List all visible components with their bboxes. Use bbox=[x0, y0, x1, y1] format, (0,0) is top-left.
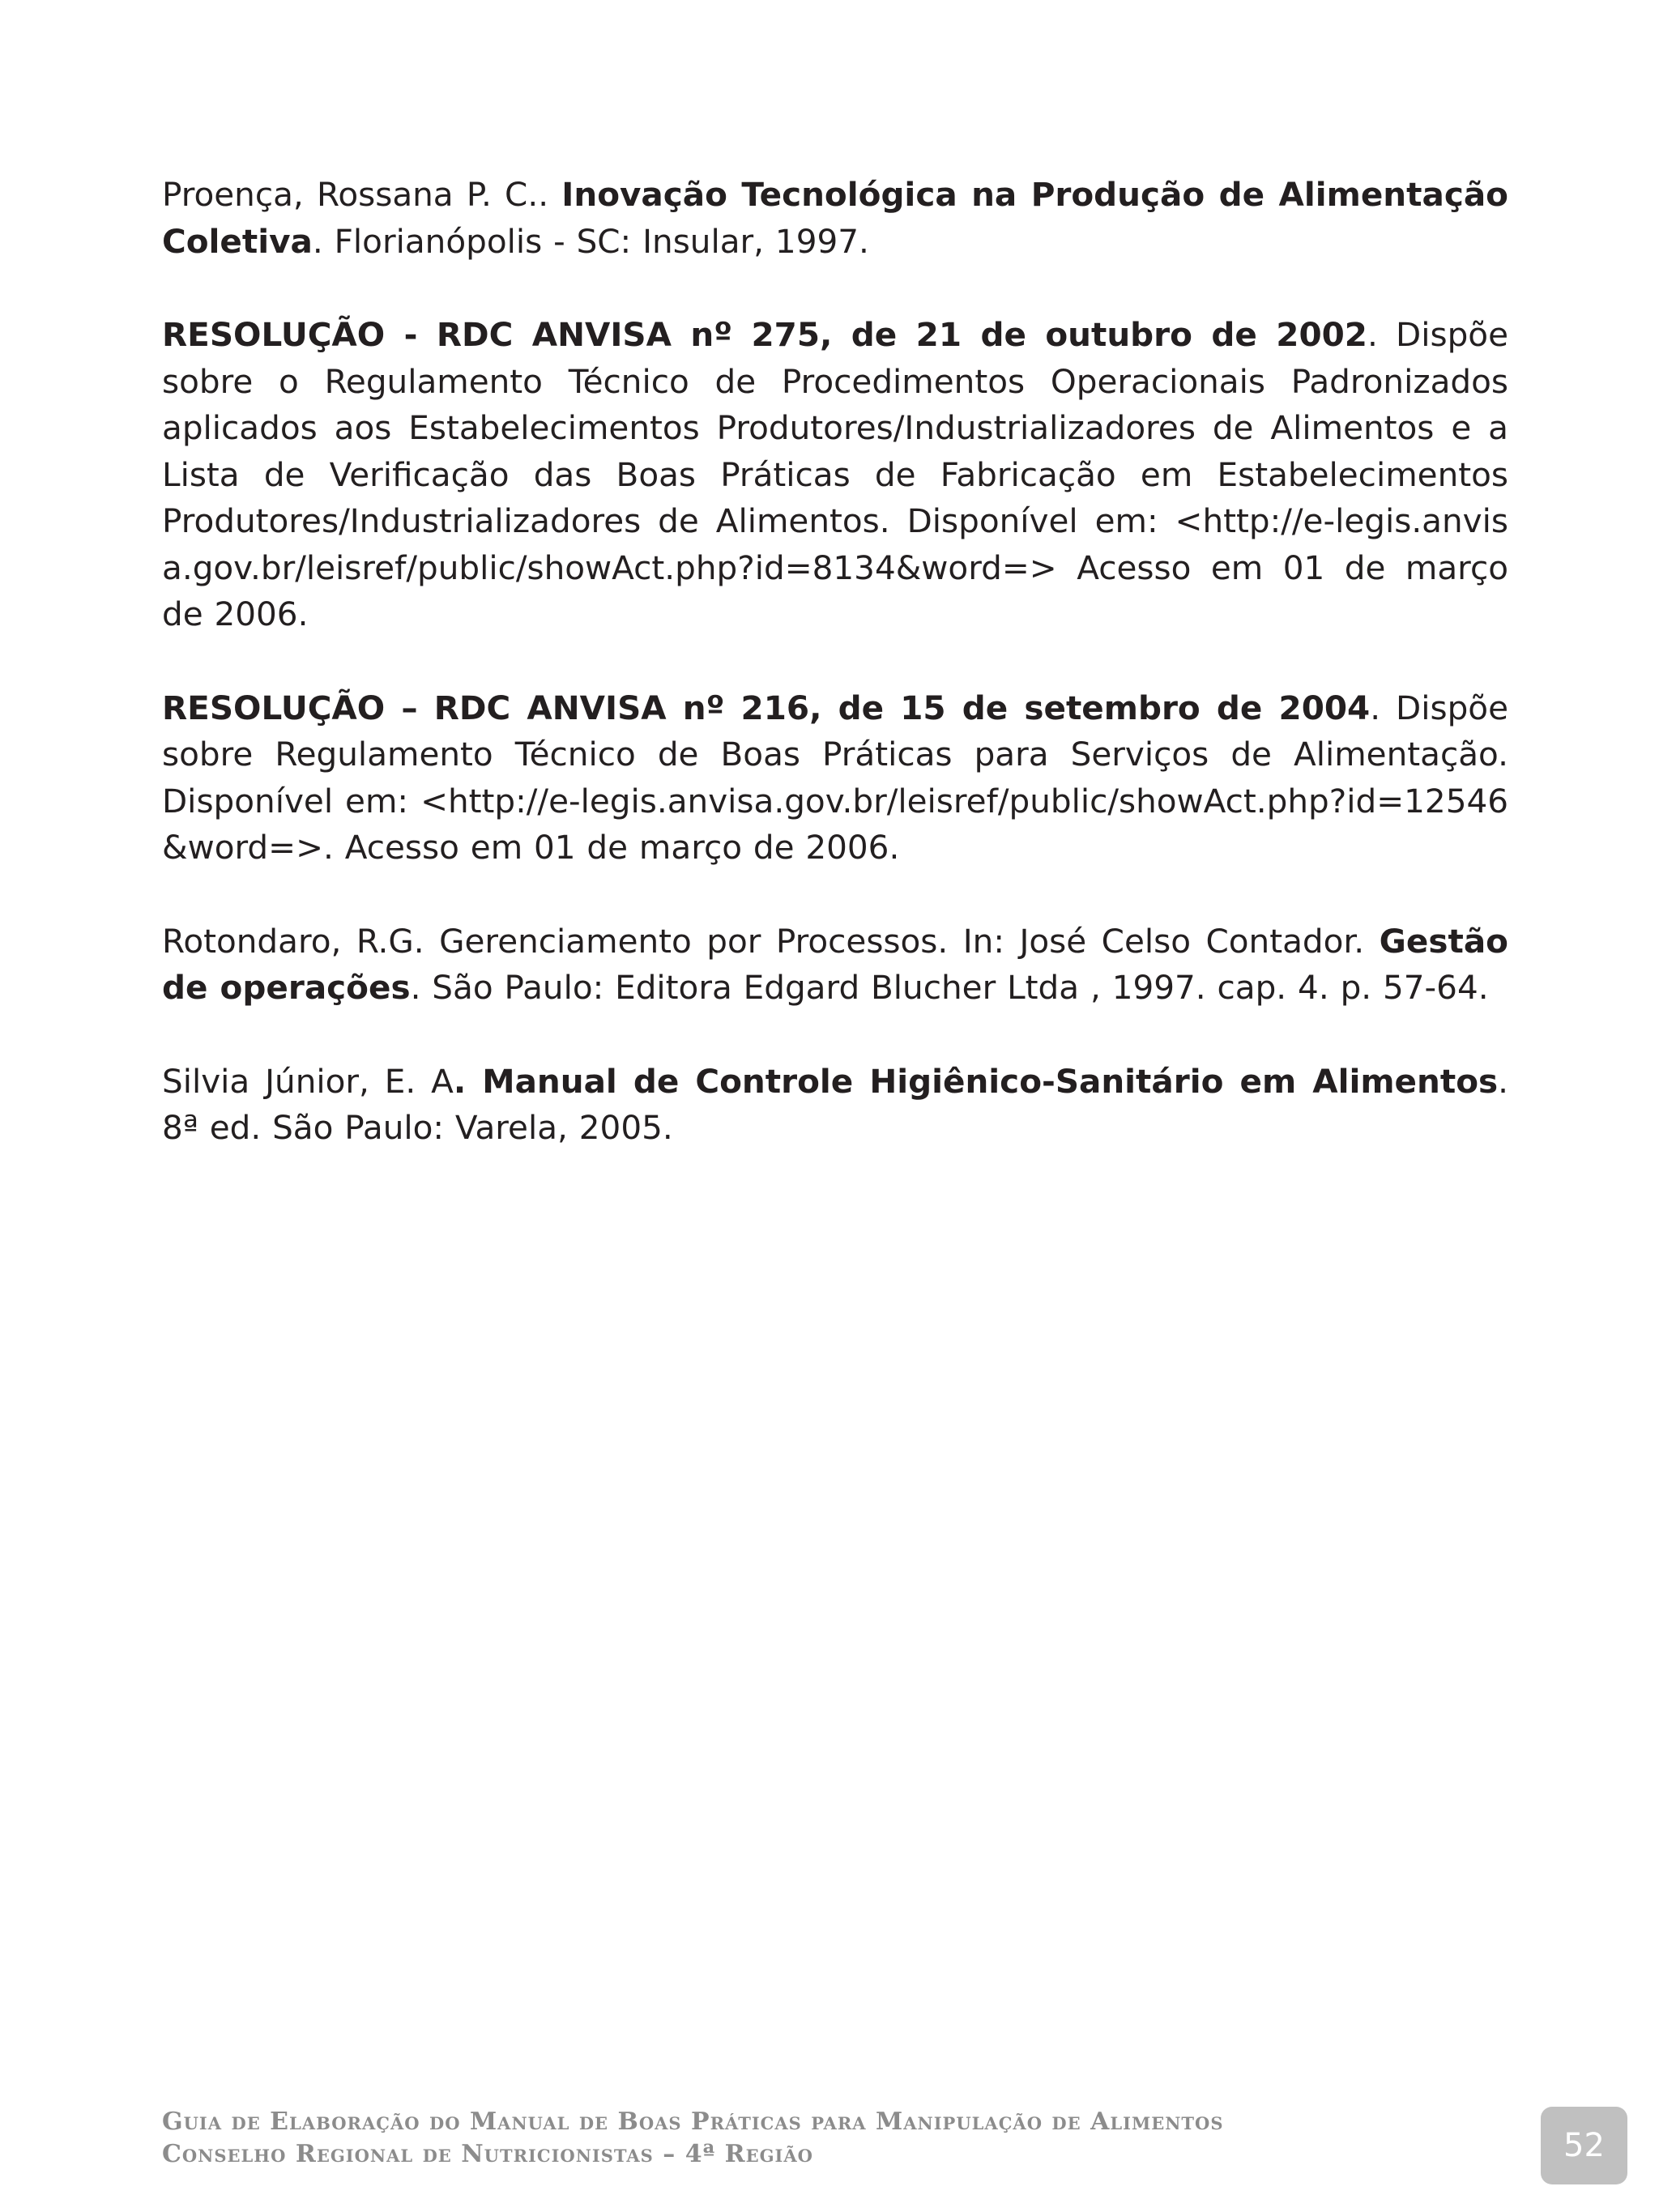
reference-title: Gestão de operações bbox=[162, 921, 1508, 1007]
page-footer bbox=[162, 2106, 1377, 2171]
reference-url: <http://e-legis.anvisa.gov.br/leisref/public/showAct.php?id=8134&word=> bbox=[162, 501, 1508, 587]
reference-title: RESOLUÇÃO - RDC ANVISA nº 275, de 21 de outubro de 2002 bbox=[162, 315, 1367, 354]
reference-list bbox=[162, 172, 1508, 1199]
reference-details: . Dispõe sobre o Regulamento Técnico de Procedimentos Operacionais Padronizados aplicados aos Estabelecimentos Produtores/Industrializadores de Alimentos e a Lista de Verificação das Boas Práticas de Fabricação em Estabelecimentos Produtores/Industrializadores de Alimentos. Disponível em: bbox=[162, 315, 1508, 540]
reference-silvia-junior bbox=[162, 1059, 1508, 1152]
reference-details: . Florianópolis - SC: Insular, 1997. bbox=[312, 221, 869, 261]
footer-council-name: Conselho Regional de Nutricionistas – 4ª Região bbox=[162, 2140, 813, 2168]
reference-access-date: Acesso em 01 de março de 2006. bbox=[162, 548, 1508, 633]
reference-rdc-216 bbox=[162, 685, 1508, 872]
reference-rdc-275 bbox=[162, 312, 1508, 638]
reference-details: . 8ª ed. São Paulo: Varela, 2005. bbox=[162, 1061, 1508, 1147]
reference-author: Rotondaro, R.G. Gerenciamento por Processos. In: José Celso Contador. bbox=[162, 921, 1380, 961]
reference-author: Proença, Rossana P. C.. bbox=[162, 175, 562, 214]
footer-guide-title: Guia de Elaboração do Manual de Boas Práticas para Manipulação de Alimentos bbox=[162, 2108, 1224, 2136]
reference-details: . Dispõe sobre Regulamento Técnico de Boas Práticas para Serviços de Alimentação. Disponível em: bbox=[162, 688, 1508, 820]
reference-access-date: . Acesso em 01 de março de 2006. bbox=[323, 828, 900, 867]
reference-url: <http://e-legis.anvisa.gov.br/leisref/public/showAct.php?id=12546&word=> bbox=[162, 781, 1508, 867]
reference-details: . São Paulo: Editora Edgard Blucher Ltda , 1997. cap. 4. p. 57-64. bbox=[410, 968, 1489, 1007]
reference-author: Silvia Júnior, E. A bbox=[162, 1061, 454, 1101]
reference-proenca bbox=[162, 172, 1508, 265]
reference-title: Inovação Tecnológica na Produção de Alimentação Coletiva bbox=[162, 175, 1508, 261]
page-number-badge: 52 bbox=[1541, 2107, 1627, 2184]
reference-rotondaro bbox=[162, 918, 1508, 1012]
reference-title: . Manual de Controle Higiênico-Sanitário em Alimentos bbox=[453, 1061, 1499, 1101]
reference-title: RESOLUÇÃO – RDC ANVISA nº 216, de 15 de setembro de 2004 bbox=[162, 688, 1371, 727]
